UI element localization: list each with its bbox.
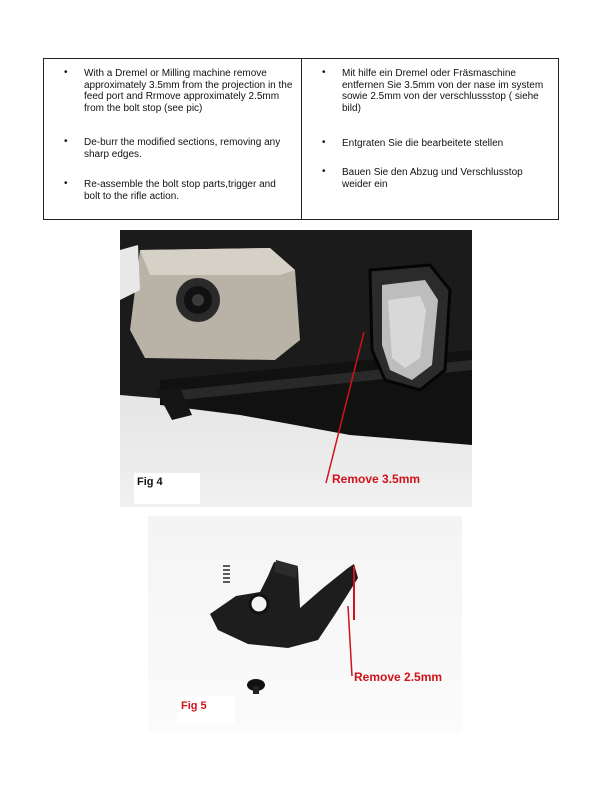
german-column: [302, 59, 558, 219]
figure-5-photo: [148, 516, 462, 732]
instruction-text: Bauen Sie den Abzug und Verschlusstop weider ein: [342, 167, 523, 190]
figure-4-photo: [120, 230, 472, 507]
rifle-action-illustration: [120, 230, 472, 507]
remove-annotation: Remove 3.5mm: [332, 472, 421, 486]
list-item: • De-burr the modified sections, removing any sharp edges.: [64, 136, 281, 160]
figure-label: Fig 4: [137, 476, 163, 488]
list-item: • Re-assemble the bolt stop parts,trigger and bolt to the rifle action.: [64, 178, 276, 202]
instructions-table: [43, 58, 559, 220]
remove-annotation: Remove 2.5mm: [354, 670, 443, 684]
instruction-text: With a Dremel or Milling machine remove approximately 3.5mm from the projection in the feed port and Rrmove approximately 2.5mm from the bolt stop (see pic): [84, 68, 293, 114]
figure-label-box: [177, 696, 235, 724]
figure-label-box: [134, 473, 200, 504]
list-item: • Entgraten Sie die bearbeitete stellen: [322, 137, 504, 149]
instruction-text: Mit hilfe ein Dremel oder Fräsmaschine entfernen Sie 3.5mm von der nase im system sowie 2.5mm von der verschlussstop ( siehe bild): [342, 68, 544, 114]
instruction-text: Entgraten Sie die bearbeitete stellen: [342, 138, 504, 149]
instruction-text: Re-assemble the bolt stop parts,trigger and bolt to the rifle action.: [84, 179, 276, 202]
list-item: • Mit hilfe ein Dremel oder Fräsmaschine entfernen Sie 3.5mm von der nase im system sowie 2.5mm von der verschlussstop ( siehe bild): [322, 67, 544, 114]
english-column: [44, 59, 302, 219]
instruction-text: De-burr the modified sections, removing any sharp edges.: [84, 137, 281, 160]
list-item: • Bauen Sie den Abzug und Verschlusstop weider ein: [322, 166, 523, 190]
list-item: • With a Dremel or Milling machine remove approximately 3.5mm from the projection in the feed port and Rrmove approximately 2.5mm from the bolt stop (see pic): [64, 67, 293, 114]
figure-label: Fig 5: [181, 700, 207, 712]
